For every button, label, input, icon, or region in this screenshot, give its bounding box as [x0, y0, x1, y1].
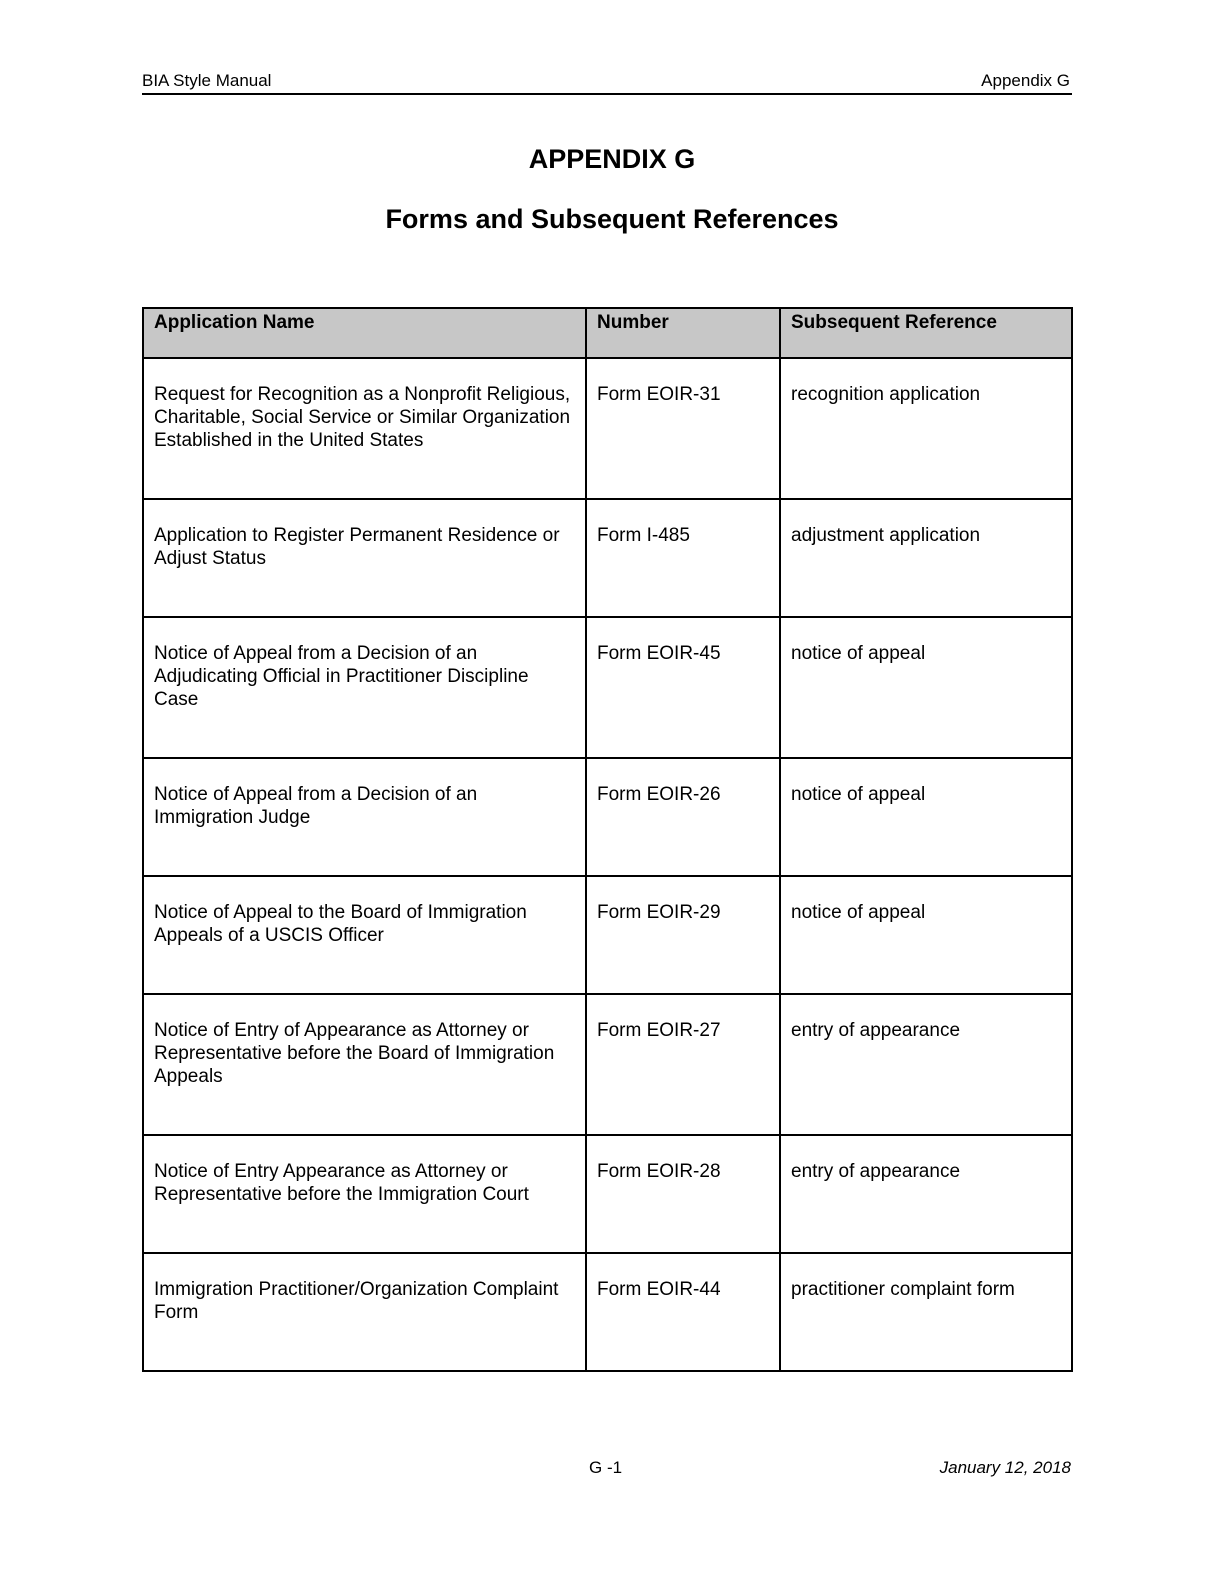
application-name-cell: Immigration Practitioner/Organization Complaint Form	[143, 1253, 586, 1371]
application-name-cell: Request for Recognition as a Nonprofit Religious, Charitable, Social Service or Similar Organization Established in the United States	[143, 358, 586, 499]
form-number-cell: Form EOIR-45	[586, 617, 780, 758]
revision-date: January 12, 2018	[939, 1458, 1071, 1477]
table-header-row	[143, 308, 1072, 358]
column-header-subsequent-reference: Subsequent Reference	[780, 308, 1072, 358]
form-number-cell: Form EOIR-26	[586, 758, 780, 876]
application-name-cell: Notice of Entry of Appearance as Attorney or Representative before the Board of Immigration Appeals	[143, 994, 586, 1135]
table-row	[143, 876, 1072, 994]
table-row	[143, 994, 1072, 1135]
form-number-cell: Form I-485	[586, 499, 780, 617]
column-header-number: Number	[586, 308, 780, 358]
table-row	[143, 1253, 1072, 1371]
table-row	[143, 1135, 1072, 1253]
subsequent-reference-cell: notice of appeal	[780, 617, 1072, 758]
form-number-cell: Form EOIR-44	[586, 1253, 780, 1371]
table-row	[143, 758, 1072, 876]
table-row	[143, 358, 1072, 499]
subsequent-reference-cell: entry of appearance	[780, 1135, 1072, 1253]
subsequent-reference-cell: recognition application	[780, 358, 1072, 499]
application-name-cell: Notice of Appeal from a Decision of an Adjudicating Official in Practitioner Discipline Case	[143, 617, 586, 758]
header-appendix-label: Appendix G	[981, 71, 1070, 90]
form-number-cell: Form EOIR-29	[586, 876, 780, 994]
column-header-application-name: Application Name	[143, 308, 586, 358]
page-subtitle: Forms and Subsequent References	[385, 204, 839, 234]
subsequent-reference-cell: notice of appeal	[780, 758, 1072, 876]
form-number-cell: Form EOIR-31	[586, 358, 780, 499]
page-title: APPENDIX G	[528, 144, 696, 174]
forms-table	[142, 307, 1073, 1372]
running-header	[142, 70, 1072, 95]
application-name-cell: Notice of Appeal from a Decision of an Immigration Judge	[143, 758, 586, 876]
application-name-cell: Application to Register Permanent Residence or Adjust Status	[143, 499, 586, 617]
form-number-cell: Form EOIR-27	[586, 994, 780, 1135]
subsequent-reference-cell: practitioner complaint form	[780, 1253, 1072, 1371]
subsequent-reference-cell: notice of appeal	[780, 876, 1072, 994]
application-name-cell: Notice of Appeal to the Board of Immigration Appeals of a USCIS Officer	[143, 876, 586, 994]
application-name-cell: Notice of Entry Appearance as Attorney or Representative before the Immigration Court	[143, 1135, 586, 1253]
page-number: G -1	[589, 1458, 623, 1477]
subsequent-reference-cell: adjustment application	[780, 499, 1072, 617]
subsequent-reference-cell: entry of appearance	[780, 994, 1072, 1135]
table-row	[143, 499, 1072, 617]
header-manual-title: BIA Style Manual	[142, 71, 272, 90]
table-row	[143, 617, 1072, 758]
form-number-cell: Form EOIR-28	[586, 1135, 780, 1253]
